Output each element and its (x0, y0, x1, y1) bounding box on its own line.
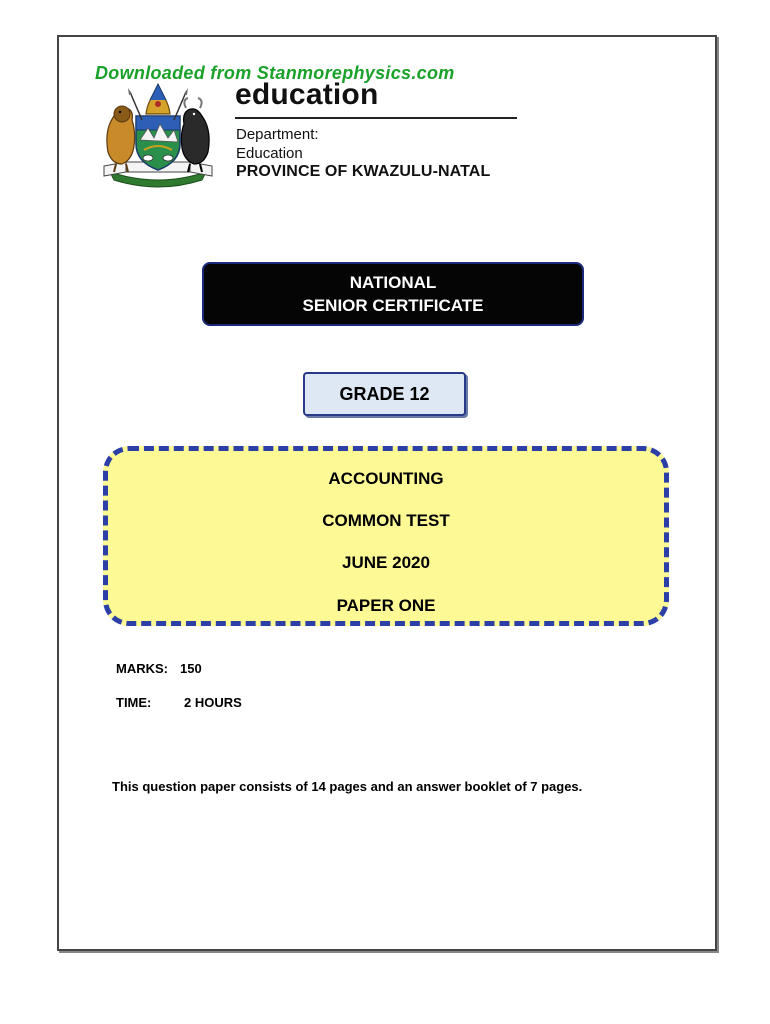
pages-note: This question paper consists of 14 pages and an answer booklet of 7 pages. (112, 779, 583, 794)
certificate-line-2: SENIOR CERTIFICATE (302, 296, 484, 315)
time-label: TIME: (116, 695, 152, 710)
national-senior-certificate-banner (202, 262, 584, 326)
subject-name: ACCOUNTING (328, 469, 444, 488)
department-title: education (235, 78, 379, 111)
time-value: 2 HOURS (184, 695, 242, 710)
paper-number: PAPER ONE (336, 596, 436, 615)
marks-value: 150 (180, 661, 202, 676)
kzn-coat-of-arms-icon (96, 80, 220, 190)
subject-panel (103, 446, 669, 626)
department-label: Department: (236, 126, 319, 143)
test-name: COMMON TEST (322, 511, 450, 530)
grade-label: GRADE 12 (339, 383, 430, 404)
department-name: Education (236, 145, 303, 162)
department-divider (235, 117, 517, 119)
province-name: PROVINCE OF KWAZULU-NATAL (236, 163, 491, 180)
watermark-text: Downloaded from Stanmorephysics.com (95, 63, 455, 83)
certificate-line-1: NATIONAL (349, 273, 437, 292)
marks-label: MARKS: (116, 661, 168, 676)
grade-badge (303, 372, 466, 416)
test-date: JUNE 2020 (342, 553, 430, 572)
